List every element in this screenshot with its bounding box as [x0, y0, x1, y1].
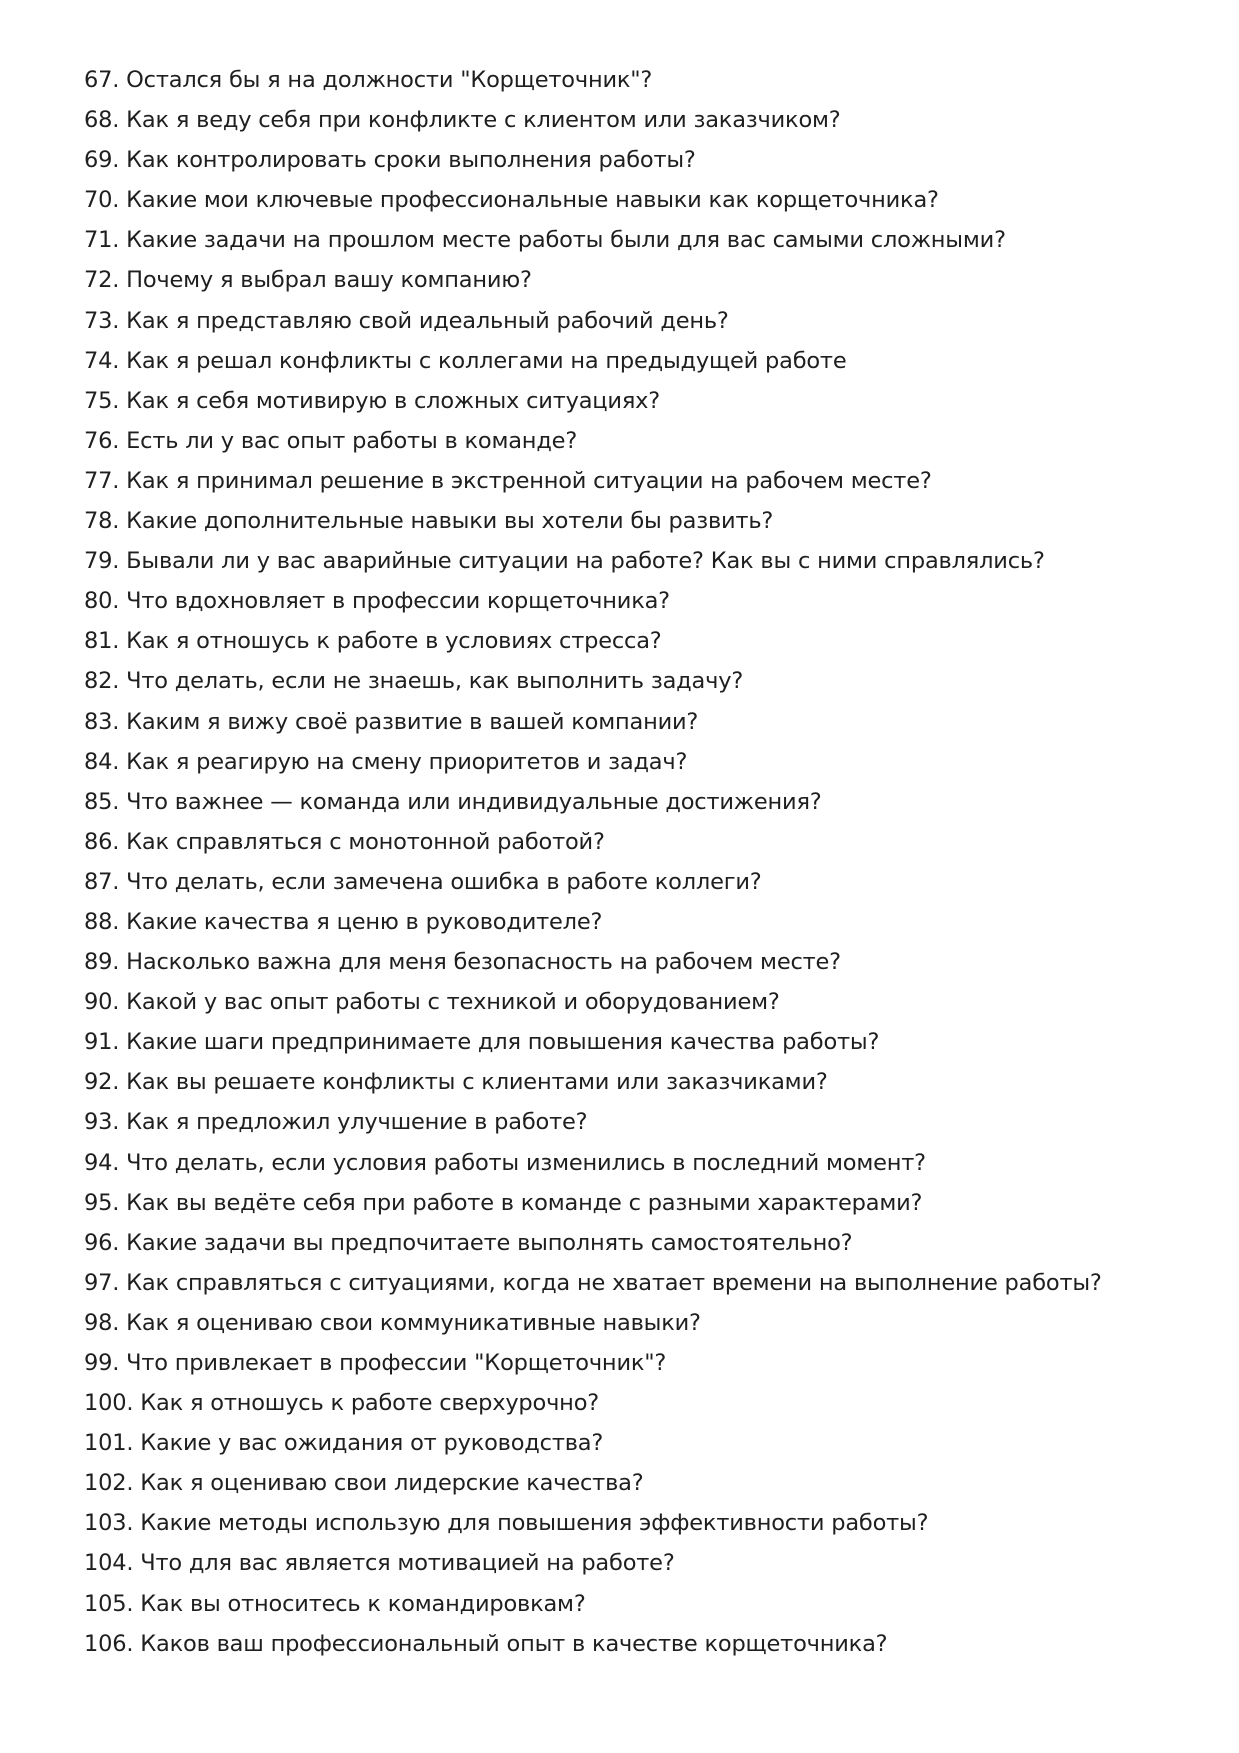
- question-number: 93.: [84, 1109, 120, 1136]
- question-number: 89.: [84, 949, 120, 976]
- list-item: [84, 1263, 1184, 1303]
- question-number: 75.: [84, 387, 120, 414]
- question-text: Есть ли у вас опыт работы в команде?: [126, 427, 578, 454]
- list-item: [84, 421, 1184, 461]
- question-text: Какие дополнительные навыки вы хотели бы развить?: [126, 508, 774, 535]
- question-number: 67.: [84, 67, 120, 93]
- list-item: [84, 1543, 1184, 1583]
- question-text: Как вы ведёте себя при работе в команде с разными характерами?: [126, 1189, 923, 1216]
- question-number: 88.: [84, 908, 120, 935]
- question-number: 83.: [84, 708, 120, 735]
- question-number: 103.: [84, 1510, 134, 1537]
- list-item: [84, 100, 1184, 140]
- question-number: 92.: [84, 1069, 120, 1096]
- question-text: Как я реагирую на смену приоритетов и задач?: [126, 748, 688, 775]
- list-item: [84, 1423, 1184, 1463]
- question-text: Как я отношусь к работе в условиях стресса?: [126, 628, 662, 655]
- question-number: 76.: [84, 427, 120, 454]
- list-item: [84, 301, 1184, 341]
- question-text: Что делать, если замечена ошибка в работе коллеги?: [126, 868, 762, 895]
- question-number: 90.: [84, 989, 120, 1016]
- question-text: Остался бы я на должности "Корщеточник"?: [126, 67, 653, 93]
- question-text: Как я решал конфликты с коллегами на предыдущей работе: [126, 347, 847, 374]
- list-item: [84, 621, 1184, 661]
- question-number: 99.: [84, 1350, 120, 1376]
- list-item: [84, 822, 1184, 862]
- question-number: 78.: [84, 508, 120, 535]
- question-text: Какой у вас опыт работы с техникой и оборудованием?: [126, 989, 780, 1016]
- list-item: [84, 982, 1184, 1022]
- question-text: Что важнее — команда или индивидуальные достижения?: [126, 788, 822, 815]
- list-item: [84, 461, 1184, 501]
- question-number: 72.: [84, 267, 120, 294]
- list-item: [84, 702, 1184, 742]
- question-text: Как я принимал решение в экстренной ситуации на рабочем месте?: [126, 467, 932, 494]
- question-number: 82.: [84, 668, 120, 695]
- list-item: [84, 902, 1184, 942]
- list-item: [84, 1102, 1184, 1142]
- list-item: [84, 1143, 1184, 1183]
- question-number: 101.: [84, 1430, 134, 1457]
- question-text: Как я веду себя при конфликте с клиентом или заказчиком?: [126, 107, 841, 134]
- list-item: [84, 1624, 1184, 1664]
- list-item: [84, 1223, 1184, 1263]
- question-number: 105.: [84, 1590, 134, 1617]
- question-text: Как я оцениваю свои коммуникативные навыки?: [126, 1309, 701, 1336]
- question-text: Как вы относитесь к командировкам?: [140, 1590, 586, 1617]
- question-text: Какие шаги предпринимаете для повышения качества работы?: [126, 1029, 880, 1056]
- list-item: [84, 1383, 1184, 1423]
- list-item: [84, 1343, 1184, 1383]
- question-text: Как я себя мотивирую в сложных ситуациях?: [126, 387, 661, 414]
- question-number: 97.: [84, 1269, 120, 1296]
- list-item: [84, 742, 1184, 782]
- question-number: 80.: [84, 588, 120, 615]
- list-item: [84, 862, 1184, 902]
- list-item: [84, 60, 1184, 100]
- question-list: [84, 60, 1184, 1664]
- question-text: Что вдохновляет в профессии корщеточника?: [126, 588, 670, 615]
- question-text: Насколько важна для меня безопасность на рабочем месте?: [126, 949, 841, 976]
- question-text: Какие у вас ожидания от руководства?: [140, 1430, 604, 1457]
- question-text: Как справляться с ситуациями, когда не хватает времени на выполнение работы?: [126, 1269, 1102, 1296]
- question-number: 73.: [84, 307, 120, 334]
- question-number: 96.: [84, 1229, 120, 1256]
- question-text: Что делать, если не знаешь, как выполнить задачу?: [126, 668, 744, 695]
- list-item: [84, 1584, 1184, 1624]
- question-text: Каким я вижу своё развитие в вашей компании?: [126, 708, 699, 735]
- question-number: 77.: [84, 467, 120, 494]
- question-number: 84.: [84, 748, 120, 775]
- list-item: [84, 1463, 1184, 1503]
- question-number: 86.: [84, 828, 120, 855]
- question-number: 68.: [84, 107, 120, 134]
- question-text: Какие задачи на прошлом месте работы были для вас самыми сложными?: [126, 227, 1006, 254]
- question-text: Какие задачи вы предпочитаете выполнять самостоятельно?: [126, 1229, 853, 1256]
- question-number: 71.: [84, 227, 120, 254]
- question-number: 69.: [84, 147, 120, 174]
- question-number: 70.: [84, 187, 120, 214]
- list-item: [84, 501, 1184, 541]
- list-item: [84, 942, 1184, 982]
- question-number: 98.: [84, 1309, 120, 1336]
- list-item: [84, 1303, 1184, 1343]
- list-item: [84, 1022, 1184, 1062]
- list-item: [84, 381, 1184, 421]
- question-number: 74.: [84, 347, 120, 374]
- list-item: [84, 260, 1184, 300]
- question-text: Как контролировать сроки выполнения работы?: [126, 147, 696, 174]
- question-number: 79.: [84, 548, 120, 575]
- question-text: Каков ваш профессиональный опыт в качестве корщеточника?: [140, 1630, 888, 1657]
- question-number: 106.: [84, 1630, 134, 1657]
- question-number: 95.: [84, 1189, 120, 1216]
- question-text: Как я представляю свой идеальный рабочий день?: [126, 307, 729, 334]
- question-text: Что привлекает в профессии "Корщеточник"?: [126, 1350, 667, 1376]
- question-text: Как я оцениваю свои лидерские качества?: [140, 1470, 644, 1497]
- list-item: [84, 1062, 1184, 1102]
- list-item: [84, 220, 1184, 260]
- list-item: [84, 782, 1184, 822]
- question-text: Какие методы использую для повышения эффективности работы?: [140, 1510, 929, 1537]
- question-number: 81.: [84, 628, 120, 655]
- question-number: 102.: [84, 1470, 134, 1497]
- question-text: Как я предложил улучшение в работе?: [126, 1109, 588, 1136]
- question-text: Что для вас является мотивацией на работе?: [140, 1550, 675, 1577]
- question-number: 94.: [84, 1149, 120, 1176]
- list-item: [84, 1183, 1184, 1223]
- question-text: Какие мои ключевые профессиональные навыки как корщеточника?: [126, 187, 939, 214]
- list-item: [84, 341, 1184, 381]
- question-number: 87.: [84, 868, 120, 895]
- question-number: 91.: [84, 1029, 120, 1056]
- list-item: [84, 1503, 1184, 1543]
- question-text: Как я отношусь к работе сверхурочно?: [140, 1390, 599, 1417]
- list-item: [84, 661, 1184, 701]
- question-text: Почему я выбрал вашу компанию?: [126, 267, 532, 294]
- question-text: Бывали ли у вас аварийные ситуации на работе? Как вы с ними справлялись?: [126, 548, 1045, 575]
- question-text: Как вы решаете конфликты с клиентами или заказчиками?: [126, 1069, 828, 1096]
- question-text: Какие качества я ценю в руководителе?: [126, 908, 603, 935]
- question-text: Как справляться с монотонной работой?: [126, 828, 605, 855]
- list-item: [84, 180, 1184, 220]
- question-number: 85.: [84, 788, 120, 815]
- list-item: [84, 541, 1184, 581]
- question-number: 104.: [84, 1550, 134, 1577]
- list-item: [84, 581, 1184, 621]
- question-number: 100.: [84, 1390, 134, 1417]
- question-text: Что делать, если условия работы изменились в последний момент?: [126, 1149, 926, 1176]
- list-item: [84, 140, 1184, 180]
